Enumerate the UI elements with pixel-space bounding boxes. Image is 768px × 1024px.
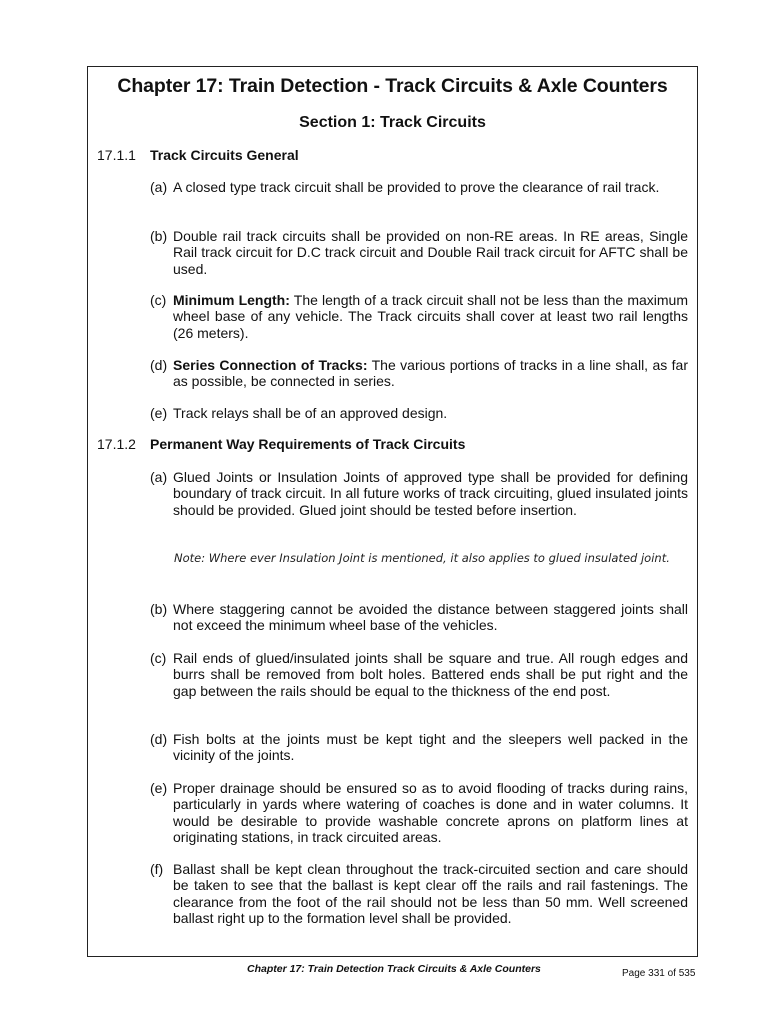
- list-item: [150, 405, 688, 421]
- item-label: (f): [150, 861, 164, 877]
- page-frame: [87, 66, 698, 957]
- item-text: Double rail track circuits shall be provided on non-RE areas. In RE areas, Single Rail track circuit for D.C track circuit and Double Rail track circuit for AFTC shall be used.: [173, 228, 688, 277]
- item-label: (c): [150, 650, 167, 666]
- list-item: [150, 292, 688, 341]
- item-body: The length of a track circuit shall not be less than the maximum wheel base of any vehicle. The Track circuits shall cover at least two rail lengths (26 meters).: [173, 292, 688, 341]
- heading-17-1-2: [97, 436, 465, 452]
- item-body: The various portions of tracks in a line shall, as far as possible, be connected in series.: [173, 357, 688, 390]
- heading-number: 17.1.2: [97, 436, 136, 452]
- item-label: (b): [150, 601, 168, 617]
- item-text: Rail ends of glued/insulated joints shall be square and true. All rough edges and burrs shall be removed from bolt holes. Battered ends shall be put right and the gap between the rails should be equal to the thickness of the end post.: [173, 650, 688, 699]
- list-item: [150, 601, 688, 634]
- note-text: Note: Where ever Insulation Joint is mentioned, it also applies to glued insulated joint.: [174, 551, 670, 565]
- section-title: Section 1: Track Circuits: [299, 114, 486, 131]
- footer-chapter-title: Chapter 17: Train Detection Track Circuits & Axle Counters: [247, 963, 541, 975]
- item-label: (e): [150, 780, 168, 796]
- list-item: [150, 650, 688, 699]
- heading-title: Track Circuits General: [150, 147, 299, 163]
- item-label: (e): [150, 405, 168, 421]
- item-bold-lead: Minimum Length:: [173, 292, 290, 308]
- heading-title: Permanent Way Requirements of Track Circuits: [150, 436, 466, 452]
- item-bold-lead: Series Connection of Tracks:: [173, 357, 368, 373]
- heading-number: 17.1.1: [97, 147, 136, 163]
- list-item: [150, 469, 688, 518]
- list-item: [150, 179, 688, 195]
- chapter-title: Chapter 17: Train Detection - Track Circuits & Axle Counters: [117, 75, 668, 97]
- list-item: [150, 731, 688, 764]
- list-item: [150, 228, 688, 277]
- item-text: A closed type track circuit shall be provided to prove the clearance of rail track.: [173, 179, 660, 195]
- item-text: Track relays shall be of an approved design.: [173, 405, 448, 421]
- item-label: (a): [150, 179, 168, 195]
- heading-17-1-1: [97, 147, 299, 163]
- item-text: [173, 292, 688, 341]
- item-text: [173, 357, 688, 390]
- item-label: (b): [150, 228, 168, 244]
- list-item: [150, 861, 688, 926]
- list-item: [150, 780, 688, 845]
- item-label: (a): [150, 469, 168, 485]
- footer-page-number: Page 331 of 535: [622, 968, 696, 979]
- item-text: Glued Joints or Insulation Joints of approved type shall be provided for defining boundary of track circuit. In all future works of track circuiting, glued insulated joints should be provided. Glued joint should be tested before insertion.: [173, 469, 688, 518]
- item-label: (d): [150, 357, 168, 373]
- item-text: Proper drainage should be ensured so as to avoid flooding of tracks during rains, particularly in yards where watering of coaches is done and in water columns. It would be desirable to provide washable concrete aprons on platform lines at originating stations, in track circuited areas.: [173, 780, 688, 845]
- list-item: [150, 357, 688, 390]
- item-label: (c): [150, 292, 167, 308]
- item-text: Ballast shall be kept clean throughout the track-circuited section and care should be taken to see that the ballast is kept clear off the rails and rail fastenings. The clearance from the foot of the rail should not be less than 50 mm. Well screened ballast right up to the formation level shall be provided.: [173, 861, 688, 926]
- item-label: (d): [150, 731, 168, 747]
- item-text: Where staggering cannot be avoided the distance between staggered joints shall not exceed the minimum wheel base of the vehicles.: [173, 601, 688, 634]
- item-text: Fish bolts at the joints must be kept tight and the sleepers well packed in the vicinity of the joints.: [173, 731, 688, 764]
